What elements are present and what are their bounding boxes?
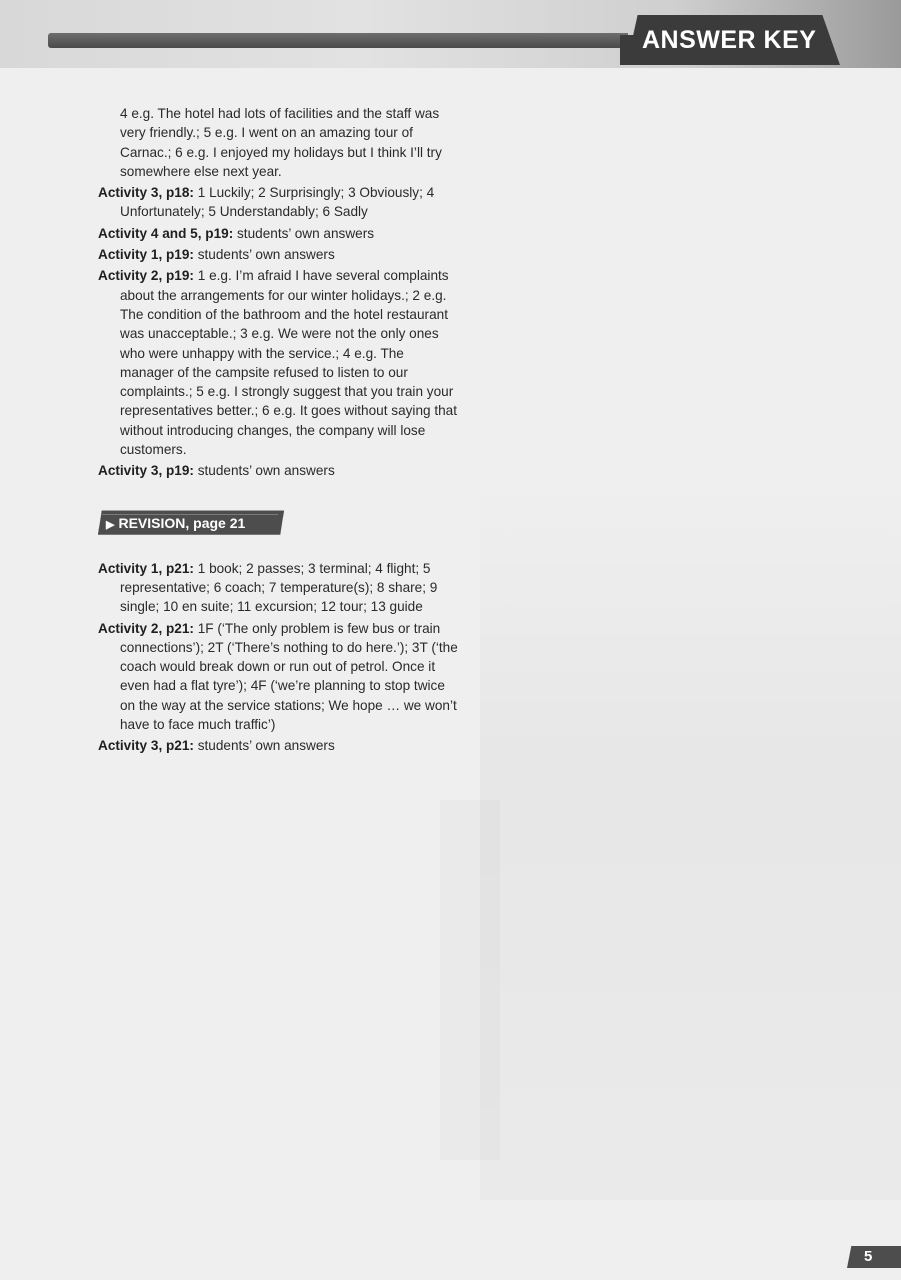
answer-entry [98,559,458,617]
activity-label: Activity 3, p18: [98,185,194,201]
answer-entry [98,619,458,735]
answer-text: 1 book; 2 passes; 3 terminal; 4 flight; 5 representative; 6 coach; 7 temperature(s); 8 share; 9 single; 10 en suite; 11 excursion; 12 tour; 13 guide [120,560,438,615]
page-number: 5 [864,1248,873,1265]
answer-entry [98,104,458,181]
answer-entry [98,461,458,480]
answer-entry [98,736,458,755]
page-title: ANSWER KEY [642,26,817,54]
activity-label: Activity 1, p21: [98,560,194,576]
answer-text: students’ own answers [193,463,335,479]
answer-text: students’ own answers [193,247,335,263]
answer-text: students’ own answers [193,738,335,754]
activity-label: Activity 3, p19: [98,463,194,479]
revision-section-header [98,511,284,535]
revision-title: REVISION, page 21 [118,514,246,531]
activity-label: Activity 1, p19: [98,247,194,263]
activity-label: Activity 3, p21: [98,738,194,754]
answer-text: 1 e.g. I’m afraid I have several complaints about the arrangements for our winter holidays.; 2 e.g. The condition of the bathroom and the hotel restaurant was unacceptable.; 3 e.g. We were not the only ones who were unhappy with the service.; 4 e.g. The manager of the campsite refused to listen to our complaints.; 5 e.g. I strongly suggest that you train your representatives better.; 6 e.g. It goes without saying that without introducing changes, the company will lose customers. [120,268,458,458]
play-arrow-icon: ▶ [106,518,115,531]
activity-label: Activity 4 and 5, p19: [98,225,234,241]
answer-text: 4 e.g. The hotel had lots of facilities and the staff was very friendly.; 5 e.g. I went on an amazing tour of Carnac.; 6 e.g. I enjoyed my holidays but I think I’ll try somewhere else next year. [120,106,442,179]
answer-entry [98,183,458,222]
page-texture [480,480,901,1200]
answer-entry [98,224,458,243]
answer-text: 1 Luckily; 2 Surprisingly; 3 Obviously; 4 Unfortunately; 5 Understandably; 6 Sadly [120,185,435,220]
activity-label: Activity 2, p21: [98,620,194,636]
answer-text: 1F (‘The only problem is few bus or train connections’); 2T (‘There’s nothing to do here.’); 3T (‘the coach would break down or run out of petrol. Once it even had a flat tyre’); 4F (‘we’re planning to stop twice on the way at the service stations; We hope … we won’t have to face much traffic’) [120,620,458,733]
revision-label [106,514,245,535]
page-number-box [847,1246,901,1268]
header-bar [48,33,628,48]
activity-label: Activity 2, p19: [98,268,194,284]
answer-text: students’ own answers [233,225,375,241]
answer-content [98,104,458,758]
page-texture-left [440,800,500,1160]
answer-entry [98,266,458,459]
answer-entry [98,245,458,264]
